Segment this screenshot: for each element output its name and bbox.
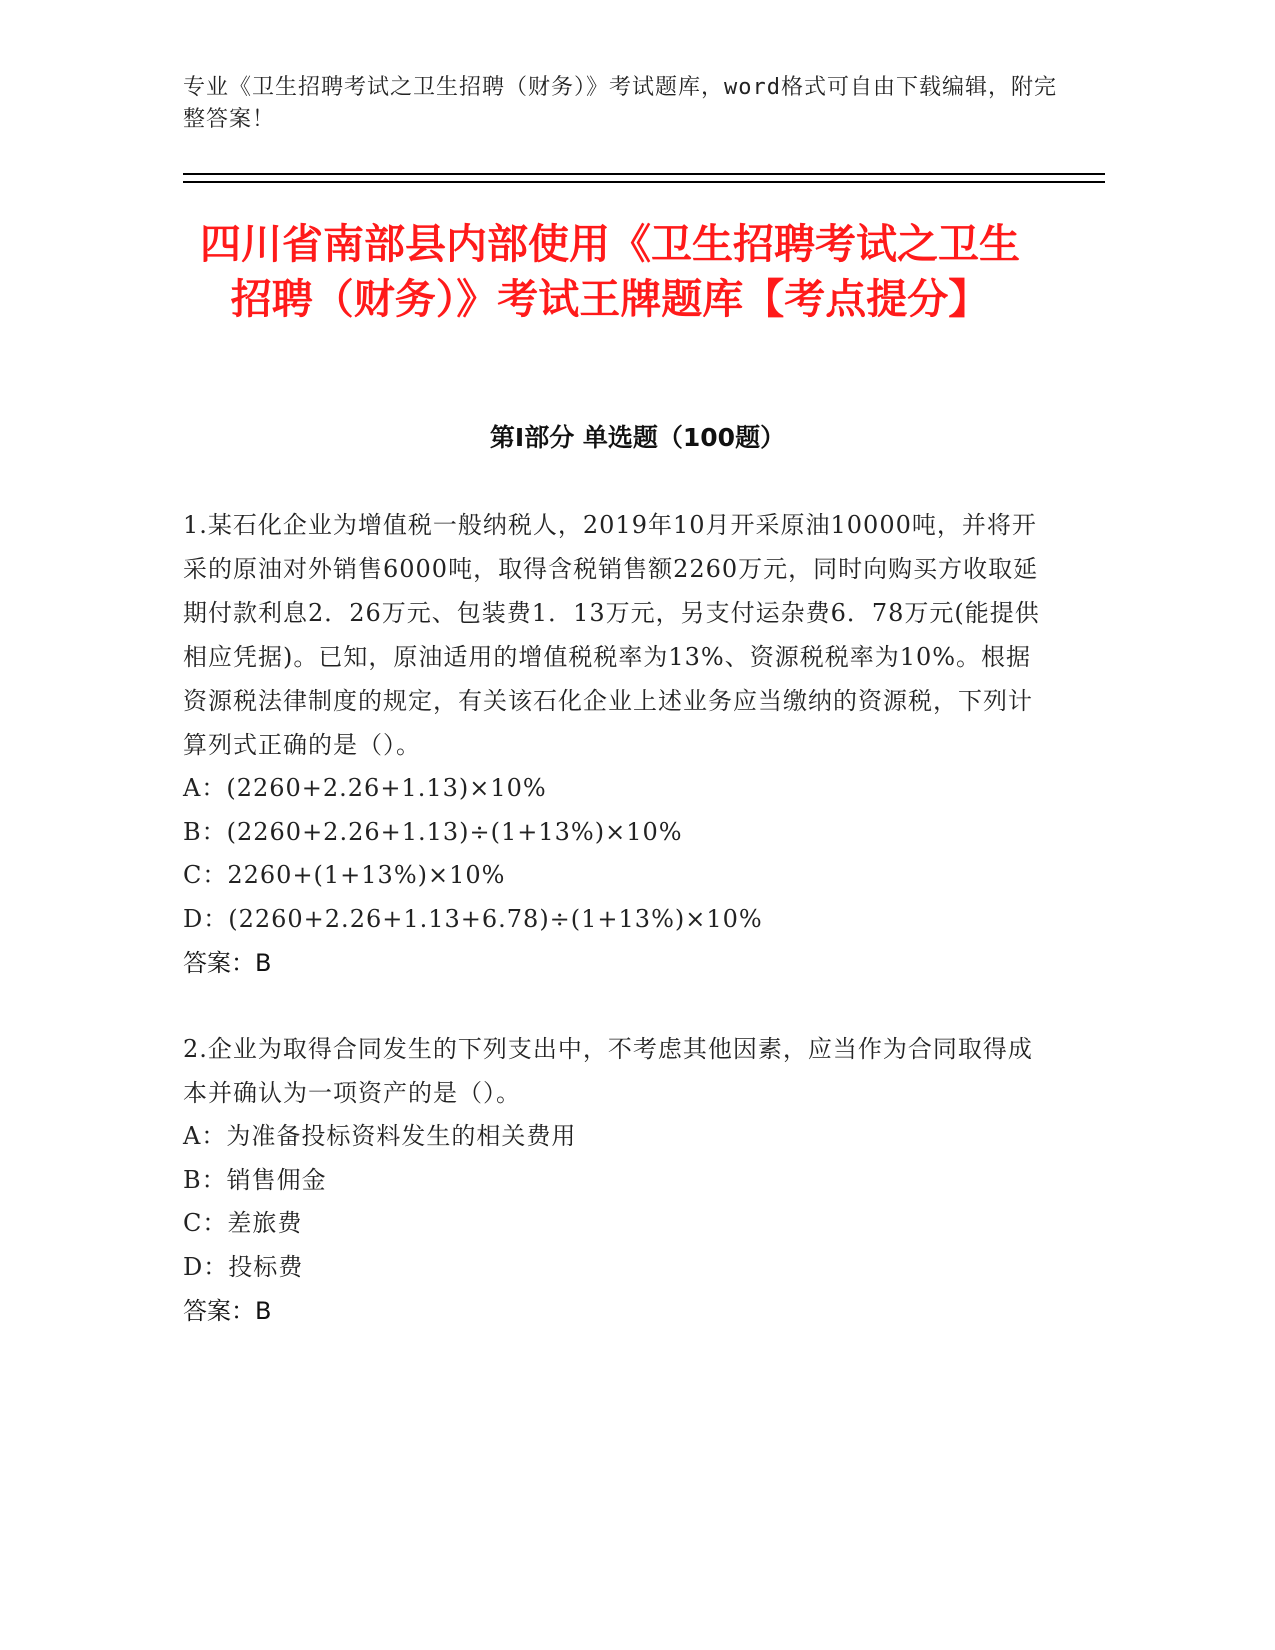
option-a: A：为准备投标资料发生的相关费用	[183, 1122, 577, 1150]
question-stem: 1.某石化企业为增值税一般纳税人，2019年10月开采原油10000吨，并将开采的原油对外销售6000吨，取得含税销售额2260万元，同时向购买方收取延期付款利息2．26万元、包装费1．13万元，另支付运杂费6．78万元(能提供相应凭据)。已知，原油适用的增值税税率为13%、资源税税率为10%。根据资源税法律制度的规定，有关该石化企业上述业务应当缴纳的资源税，下列计算列式正确的是（）。	[183, 511, 1040, 759]
header-rule-top	[183, 173, 1105, 175]
option-d: D：投标费	[183, 1252, 304, 1281]
answer-line: 答案：B	[183, 949, 272, 977]
answer-line: 答案：B	[183, 1297, 272, 1325]
document-title: 四川省南部县内部使用《卫生招聘考试之卫生招聘（财务）》考试王牌题库【考点提分】	[200, 220, 1020, 323]
question-stem: 2.企业为取得合同发生的下列支出中，不考虑其他因素，应当作为合同取得成本并确认为一项资产的是（）。	[183, 1035, 1033, 1107]
option-b: B：销售佣金	[183, 1165, 327, 1194]
option-b: B：(2260+2.26+1.13)÷(1+13%)×10%	[183, 817, 683, 846]
option-c: C：差旅费	[183, 1209, 303, 1237]
header-note: 专业《卫生招聘考试之卫生招聘（财务）》考试题库，word格式可自由下载编辑，附完整答案！	[183, 75, 1057, 132]
header-rule-bottom	[183, 181, 1105, 183]
option-d: D：(2260+2.26+1.13+6.78)÷(1+13%)×10%	[183, 904, 763, 933]
section-heading: 第I部分 单选题（100题）	[489, 423, 786, 452]
option-a: A：(2260+2.26+1.13)×10%	[183, 774, 547, 802]
question-item	[183, 503, 1045, 985]
option-c: C：2260+(1+13%)×10%	[183, 861, 506, 889]
question-item	[183, 1027, 1045, 1333]
